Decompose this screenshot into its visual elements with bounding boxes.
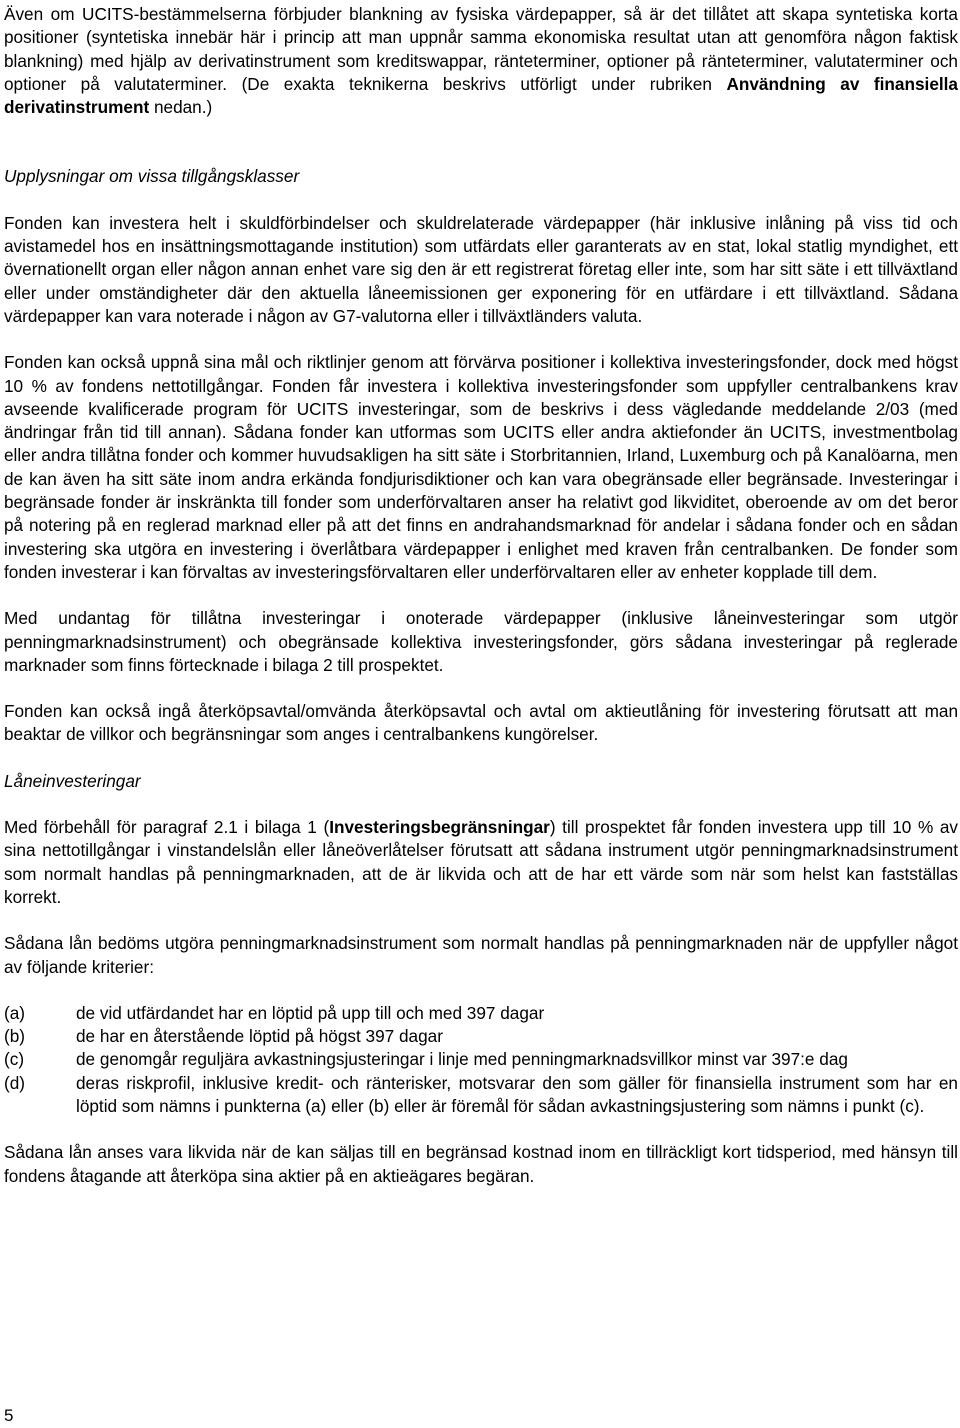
list-item-label: (a)	[4, 1002, 26, 1023]
bold-reference-restrictions: Investeringsbegränsningar	[329, 817, 550, 838]
paragraph-loan-participations	[4, 816, 958, 909]
list-item	[4, 1072, 958, 1119]
paragraph-text-end: ) till prospektet får fonden investera upp till 10 % av sina nettotillgångar i vinstandelslån eller låneöverlåtelser förutsatt att sådana instrument utgör penningmarknadsinstrument som normalt handlas på penningmarknaden, att de är likvida och att de har ett värde som när som helst kan fastställas korrekt.	[4, 817, 958, 907]
list-item-label: (d)	[4, 1072, 26, 1093]
paragraph-debt-securities: Fonden kan investera helt i skuldförbindelser och skuldrelaterade värdepapper (här inklusive inlåning på viss tid och avistamedel hos en insättningsmottagande institution) som utfärdats eller garanterats av en stat, lokal statlig myndighet, ett övernationellt organ eller någon annan enhet vare sig den är ett registrerat företag eller inte, som har sitt säte i ett tillväxtland eller under omständigheter där den aktuella låneemissionen ger exponering för en utfärdare i ett tillväxtland. Sådana värdepapper kan vara noterade i någon av G7-valutorna eller i tillväxtländers valuta.	[4, 212, 958, 326]
list-item-text: deras riskprofil, inklusive kredit- och ränterisker, motsvarar den som gäller för finansiella instrument som har en löptid som nämns i punkterna (a) eller (b) eller är föremål för sådan avkastningsjustering som nämns i punkt (c).	[76, 1072, 958, 1116]
paragraph-criteria-intro: Sådana lån bedöms utgöra penningmarknadsinstrument som normalt handlas på penningmarknaden när de uppfyller något av följande kriterier:	[4, 933, 958, 977]
list-item	[4, 1025, 958, 1048]
paragraph-text-end: nedan.)	[149, 97, 213, 118]
paragraph-liquidity: Sådana lån anses vara likvida när de kan säljas till en begränsad kostnad inom en tillräckligt kort tidsperiod, med hänsyn till fondens åtagande att återköpa sina aktier på en aktieägares begäran.	[4, 1142, 958, 1186]
paragraph-repurchase-agreements: Fonden kan också ingå återköpsavtal/omvända återköpsavtal och avtal om aktieutlåning för investering förutsatt att man beaktar de villkor och begränsningar som anges i centralbankens kungörelser.	[4, 701, 958, 745]
paragraph-synthetic-short-positions	[4, 3, 958, 119]
list-item-label: (b)	[4, 1026, 26, 1047]
bold-reference-derivatives: Användning av finansiella derivatinstrument	[4, 73, 958, 118]
paragraph-text: Med förbehåll för paragraf 2.1 i bilaga 1 (	[4, 817, 330, 838]
list-item	[4, 1048, 958, 1071]
criteria-list	[4, 1002, 958, 1118]
list-item-text: de genomgår reguljära avkastningsjusteringar i linje med penningmarknadsvillkor minst var 397:e dag	[76, 1049, 848, 1070]
list-item-label: (c)	[4, 1049, 25, 1070]
paragraph-regulated-markets: Med undantag för tillåtna investeringar i onoterade värdepapper (inklusive låneinvesteringar som utgör penningmarknadsinstrument) och obegränsade kollektiva investeringsfonder, görs sådana investeringar på reglerade marknader som finns förtecknade i bilaga 2 till prospektet.	[4, 608, 958, 675]
section-heading-loan-investments: Låneinvesteringar	[4, 770, 141, 791]
document-page	[4, 3, 958, 1211]
list-item	[4, 1002, 958, 1025]
paragraph-text: Även om UCITS-bestämmelserna förbjuder blankning av fysiska värdepapper, så är det tillåtet att skapa syntetiska korta positioner (syntetiska innebär här i princip att man uppnår samma ekonomiska resultat utan att genomföra någon faktisk blankning) med hjälp av derivatinstrument som kreditswappar, ränteterminer, optioner på ränteterminer, valutaterminer och optioner på valutaterminer. (De exakta teknikerna beskrivs utförligt under rubriken	[4, 4, 958, 94]
section-heading-asset-classes: Upplysningar om vissa tillgångsklasser	[4, 166, 300, 187]
page-number: 5	[4, 1406, 14, 1425]
list-item-text: de har en återstående löptid på högst 397 dagar	[76, 1026, 443, 1047]
list-item-text: de vid utfärdandet har en löptid på upp till och med 397 dagar	[76, 1002, 545, 1023]
paragraph-collective-investment: Fonden kan också uppnå sina mål och riktlinjer genom att förvärva positioner i kollektiva investeringsfonder, dock med högst 10 % av fondens nettotillgångar. Fonden får investera i kollektiva investeringsfonder som uppfyller centralbankens krav avseende kvalificerade program för UCITS investeringar, som de beskrivs i dess vägledande meddelande 2/03 (med ändringar från tid till annan). Sådana fonder kan utformas som UCITS eller andra aktiefonder än UCITS, investmentbolag eller andra tillåtna fonder och kommer huvudsakligen ha sitt säte i Storbritannien, Irland, Luxemburg och på Kanalöarna, men de kan även ha sitt säte inom andra erkända fondjurisdiktioner och kan vara obegränsade eller begränsade. Investeringar i begränsade fonder är inskränkta till fonder som underförvaltaren anser ha relativt god likviditet, oberoende av om det beror på notering på en reglerad marknad eller på att det finns en andrahandsmarknad för andelar i sådana fonder och en sådan investering ska utgöra en investering i överlåtbara värdepapper i enlighet med kraven från centralbanken. De fonder som fonden investerar i kan förvaltas av investeringsförvaltaren eller underförvaltaren eller av enheter kopplade till dem.	[4, 352, 958, 582]
